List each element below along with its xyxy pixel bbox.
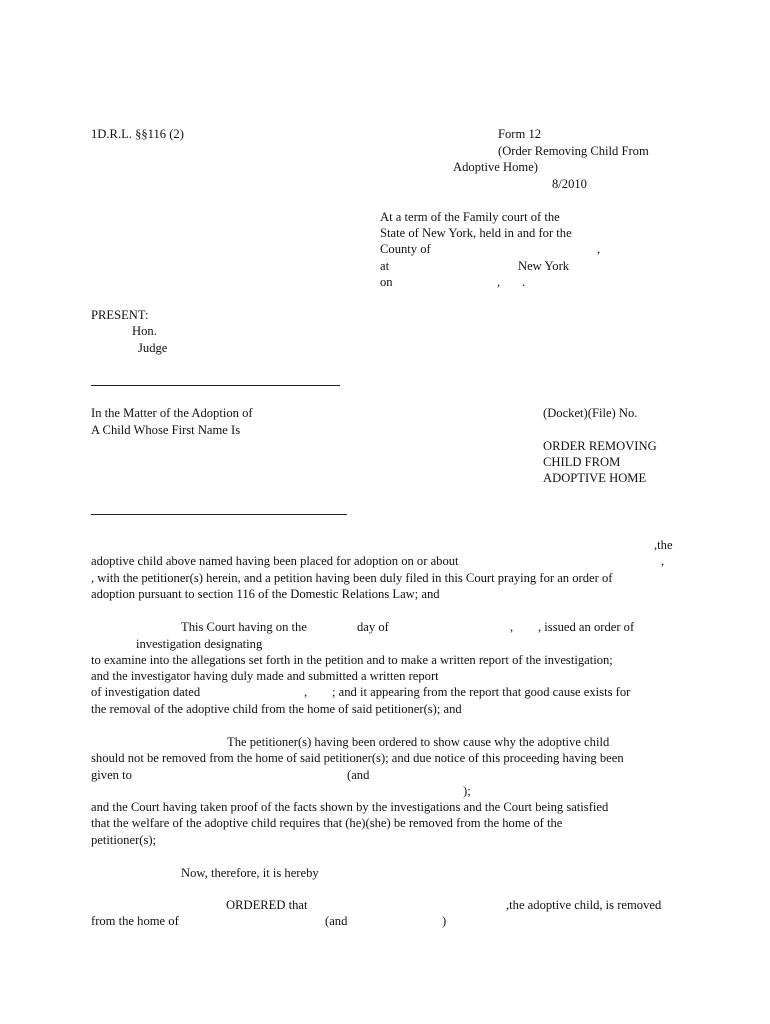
para2-line5-rest: ; and it appearing from the report that good cause exists for [332, 685, 631, 699]
para3-line6: that the welfare of the adoptive child requires that (he)(she) be removed from the home of the [91, 816, 563, 830]
on-period: . [522, 275, 526, 289]
para3-line3-and: (and [347, 768, 370, 782]
order-title-line1: ORDER REMOVING [543, 439, 657, 453]
para3-line5: and the Court having taken proof of the facts shown by the investigations and the Court being satisfied [91, 800, 609, 814]
state-name: New York [518, 259, 570, 273]
county-comma: , [597, 242, 601, 256]
para1-line2: , with the petitioner(s) herein, and a petition having been duly filed in this Court praying for an order of [91, 571, 613, 585]
ordered-line2-lead: from the home of [91, 914, 179, 928]
para2-line2: investigation designating [136, 637, 263, 651]
para1-line1: adoptive child above named having been placed for adoption on or about [91, 554, 459, 568]
para3-line4: ); [463, 784, 471, 798]
para3-line2: should not be removed from the home of said petitioner(s); and due notice of this proceeding having been [91, 751, 624, 765]
para1-line3: adoption pursuant to section 116 of the Domestic Relations Law; and [91, 587, 440, 601]
para2-comma: , [510, 620, 514, 634]
court-term-line1: At a term of the Family court of the [380, 210, 560, 224]
statute-reference: 1D.R.L. §§116 (2) [91, 127, 184, 141]
para3-line7: petitioner(s); [91, 833, 157, 847]
para2-line5-comma: , [304, 685, 308, 699]
form-title-line1: (Order Removing Child From [498, 144, 649, 158]
para3-line3-lead: given to [91, 768, 132, 782]
caption-bottom-rule [91, 514, 347, 515]
form-number: Form 12 [498, 127, 542, 141]
order-title-line2: CHILD FROM [543, 455, 621, 469]
on-label: on [380, 275, 393, 289]
county-label: County of [380, 242, 431, 256]
present-label: PRESENT: [91, 308, 149, 322]
para3-line1: The petitioner(s) having been ordered to show cause why the adoptive child [227, 735, 610, 749]
form-title-line2: Adoptive Home) [453, 160, 538, 174]
ordered-lead: ORDERED that [226, 898, 308, 912]
form-date: 8/2010 [552, 177, 587, 191]
para2-line3: to examine into the allegations set forth in the petition and to make a written report of the investigation; [91, 653, 613, 667]
para2-day-of: day of [357, 620, 389, 634]
para2-line6: the removal of the adoptive child from the home of said petitioner(s); and [91, 702, 462, 716]
matter-line2: A Child Whose First Name Is [91, 423, 241, 437]
docket-label: (Docket)(File) No. [543, 406, 638, 420]
now-therefore: Now, therefore, it is hereby [181, 866, 319, 880]
order-title-line3: ADOPTIVE HOME [543, 471, 647, 485]
para2-line4: and the investigator having duly made and submitted a written report [91, 669, 439, 683]
at-label: at [380, 259, 390, 273]
court-term-line2: State of New York, held in and for the [380, 226, 572, 240]
honorable-label: Hon. [132, 324, 157, 338]
ordered-line2-close: ) [442, 914, 447, 928]
ordered-line2-and: (and [325, 914, 348, 928]
para2-lead: This Court having on the [181, 620, 307, 634]
para2-line5-lead: of investigation dated [91, 685, 201, 699]
para1-line1-comma: , [661, 554, 665, 568]
judge-label: Judge [138, 341, 168, 355]
on-comma: , [497, 275, 501, 289]
ordered-rest: ,the adoptive child, is removed [506, 898, 662, 912]
matter-line1: In the Matter of the Adoption of [91, 406, 253, 420]
para1-the: ,the [654, 538, 673, 552]
para2-issued: , issued an order of [538, 620, 635, 634]
caption-top-rule [91, 385, 340, 386]
